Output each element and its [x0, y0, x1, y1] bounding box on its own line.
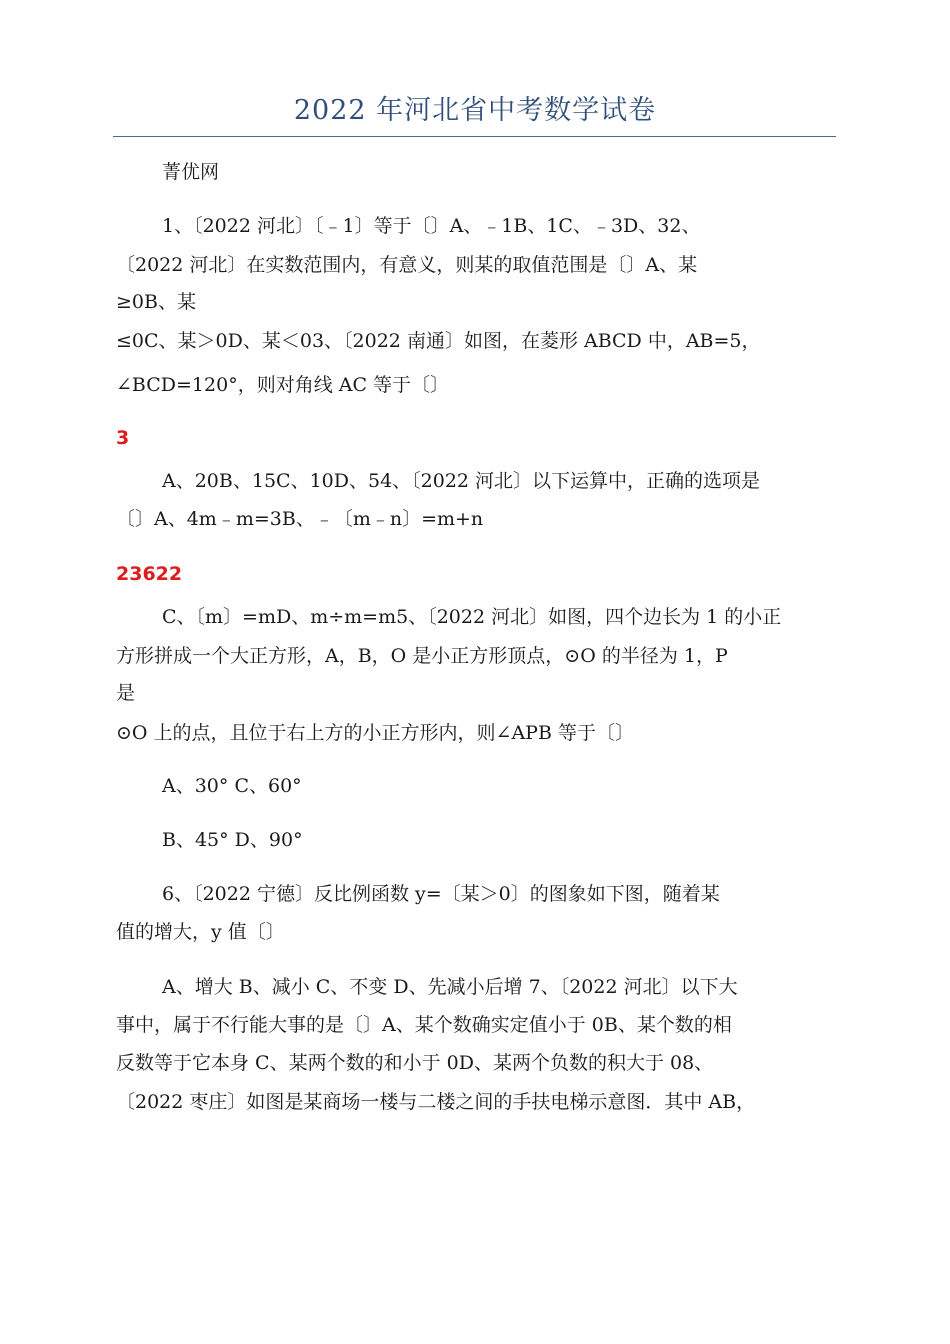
text-line: 值的增大，y 值〔〕 [116, 921, 285, 943]
source-label: 菁优网 [162, 161, 220, 183]
text-line: A、20B、15C、10D、54、〔2022 河北〕以下运算中，正确的选项是 [162, 470, 761, 492]
text-line: 〔2022 河北〕在实数范围内，有意义，则某的取值范围是〔〕A、某 [116, 254, 698, 276]
option-line: A、30° C、60° [162, 775, 302, 797]
text-line: 是 [116, 682, 136, 704]
text-line: ∠BCD=120°，则对角线 AC 等于〔〕 [116, 374, 450, 396]
text-line: 1、〔2022 河北〕〔﹣1〕等于〔〕A、﹣1B、1C、﹣3D、32、 [162, 215, 701, 237]
text-line: ≥0B、某 [116, 291, 196, 313]
text-line: ≤0C、某＞0D、某＜03、〔2022 南通〕如图，在菱形 ABCD 中，AB=5， [116, 330, 761, 352]
text-line: 方形拼成一个大正方形，A，B，O 是小正方形顶点，⊙O 的半径为 1，P [116, 645, 728, 667]
text-line: A、增大 B、减小 C、不变 D、先减小后增 7、〔2022 河北〕以下大 [162, 976, 738, 998]
text-line: 〔2022 枣庄〕如图是某商场一楼与二楼之间的手扶电梯示意图．其中 AB， [116, 1091, 756, 1113]
red-number: 23622 [116, 563, 183, 585]
title-divider [113, 136, 836, 137]
text-line: 事中，属于不行能大事的是〔〕A、某个数确实定值小于 0B、某个数的相 [116, 1014, 732, 1036]
text-line: 〔〕A、4m﹣m=3B、﹣〔m﹣n〕=m+n [116, 508, 484, 530]
text-line: C、〔m〕=mD、m÷m=m5、〔2022 河北〕如图，四个边长为 1 的小正 [162, 606, 782, 628]
page-title: 2022 年河北省中考数学试卷 [293, 95, 657, 126]
text-line: 反数等于它本身 C、某两个数的和小于 0D、某两个负数的积大于 08、 [116, 1052, 714, 1074]
option-line: B、45° D、90° [162, 829, 303, 851]
text-line: ⊙O 上的点，且位于右上方的小正方形内，则∠APB 等于〔〕 [116, 722, 634, 744]
red-number: 3 [116, 427, 130, 449]
text-line: 6、〔2022 宁德〕反比例函数 y=〔某＞0〕的图象如下图，随着某 [162, 883, 720, 905]
